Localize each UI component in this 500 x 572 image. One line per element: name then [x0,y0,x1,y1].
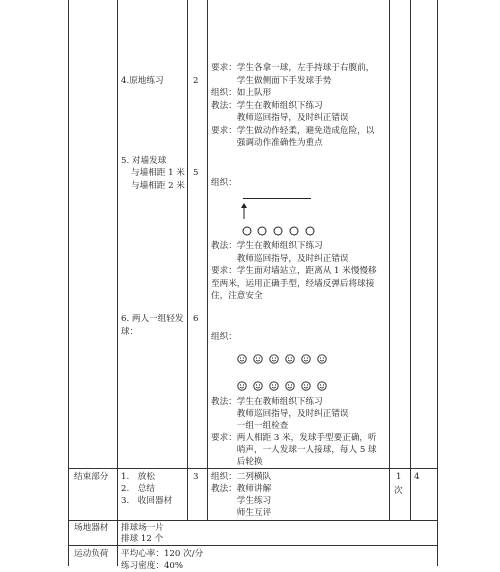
practice4-line: 强调动作准确性为重点 [211,138,323,148]
load-line-partial: 练习密度：40% [121,561,184,571]
venue-line: 排球场一片 [121,523,164,533]
ending-line: 师生互评 [211,508,272,518]
student-formation-row [240,222,330,234]
practice6-line: 哨声，一人发球一人接球，每人 5 球 [211,445,377,455]
practice4-line: 要求：学生各拿一球，左手持球于右腹前， [211,63,375,73]
practice5-title: 5. 对墙发球 [121,156,167,166]
ending-item: 2. 总结 [121,484,155,494]
practice5-sub: 与墙相距 1 米 [131,168,185,178]
ending-minutes: 4 [414,472,420,482]
practice6-line: 教师巡回指导，及时纠正错误 [211,409,349,419]
student-face-icon [238,382,246,390]
grid-line [437,0,438,566]
practice6-line: 要求：两人相距 3 米，发球手型要正确，听 [211,433,377,443]
ending-line: 教法：教师讲解 [211,484,272,494]
practice5-line: 住，注意安全 [211,291,263,301]
practice6-line: 后轮换 [211,457,263,467]
ending-line: 组织：二列横队 [211,472,272,482]
grid-line [187,0,188,520]
grid-line [117,0,118,566]
practice5-line: 要求：学生面对墙站立，距离从 1 米慢慢移 [211,266,377,276]
ending-times-unit: 次 [394,486,403,496]
student-face-icon [286,382,294,390]
practice4-line: 教师巡回指导，及时纠正错误 [211,113,349,123]
ending-count: 3 [193,472,199,482]
student-face-icon [254,382,262,390]
student-face-icon [318,355,326,363]
practice4-line: 学生做侧面下手发球手势 [211,76,332,86]
arrow-up-icon [240,203,248,219]
student-face-icon [302,382,310,390]
wall-line [243,198,311,199]
practice5-sub: 与墙相距 2 米 [131,181,185,191]
ending-item: 1. 放松 [121,472,155,482]
student-face-icon [270,382,278,390]
practice5-count: 5 [193,168,199,178]
practice6-line: 教法：学生在教师组织下练习 [211,397,323,407]
venue-label: 场地器材 [74,523,109,533]
practice5-line: 至两米，运用正确手型，经墙反弹后将球接 [211,279,375,289]
practice4-title: 4.原地练习 [121,76,164,86]
load-label: 运动负荷 [74,549,109,559]
grid-line [410,0,411,520]
load-line: 平均心率：120 次/分 [121,549,204,559]
student-pair-row-top [236,350,332,362]
practice4-count: 2 [193,76,199,86]
student-face-icon [302,355,310,363]
student-face-icon [254,355,262,363]
student-face-icon [318,382,326,390]
practice6-title: 6. 两人一组轻发 [121,314,184,324]
ending-item: 3. 收回器材 [121,496,173,506]
grid-line [207,0,208,520]
row-divider [68,520,438,521]
practice6-line: 一组一组检查 [211,421,289,431]
row-divider [68,468,438,469]
ending-label: 结束部分 [74,472,109,482]
grid-line [68,0,69,566]
practice6-count: 6 [193,314,199,324]
practice4-line: 组织：如上队形 [211,88,272,98]
row-divider [68,545,438,546]
ending-line: 学生练习 [211,496,272,506]
ending-times: 1 [396,472,402,482]
grid-line [389,0,390,520]
venue-line: 排球 12 个 [121,534,164,544]
practice5-line: 教法：学生在教师组织下练习 [211,241,323,251]
student-face-icon [270,355,278,363]
practice5-line: 教师巡回指导，及时纠正错误 [211,254,349,264]
practice4-line: 教法：学生在教师组织下练习 [211,101,323,111]
practice4-line: 要求：学生做动作轻柔，避免造成危险，以 [211,126,375,136]
student-face-icon [286,355,294,363]
practice5-org-label: 组织： [211,178,237,188]
student-face-icon [238,355,246,363]
practice6-title-cont: 球： [121,327,139,337]
student-pair-row-bottom [236,377,332,389]
practice6-org-label: 组织： [211,332,237,342]
